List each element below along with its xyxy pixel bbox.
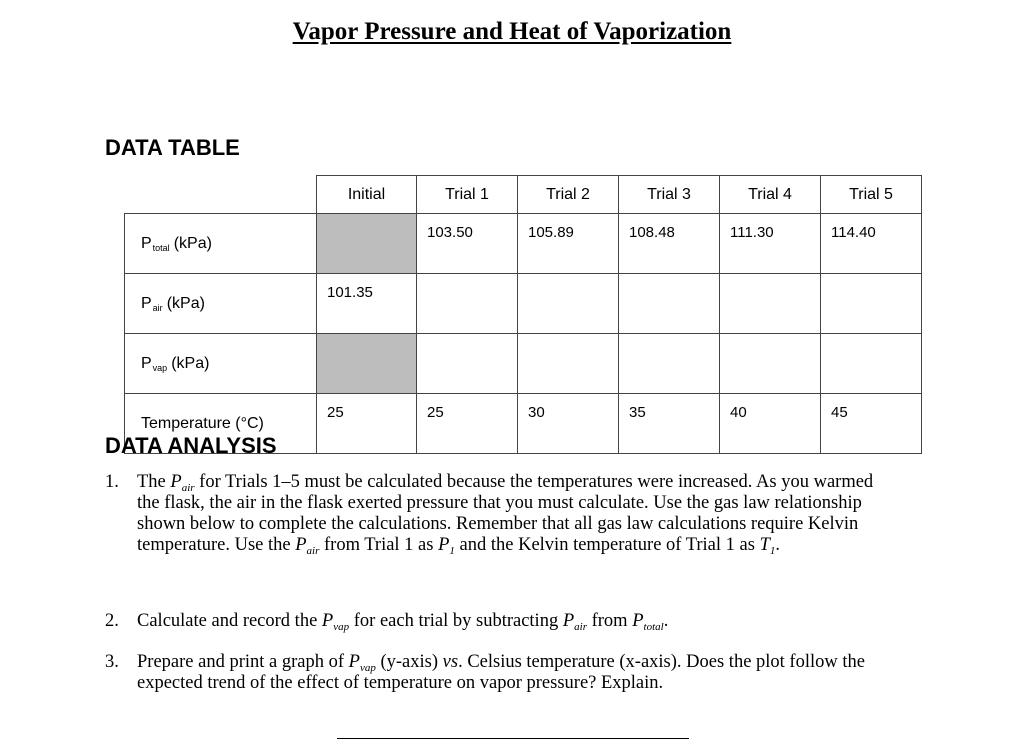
cell-p-total-trial-4: 111.30 bbox=[720, 214, 821, 274]
table-row-p-vap bbox=[125, 334, 922, 394]
data-analysis-heading: DATA ANALYSIS bbox=[105, 433, 277, 458]
row-label-p-air: $P_{air}$ (kPa) bbox=[125, 274, 317, 334]
document-title: Vapor Pressure and Heat of Vaporization bbox=[292, 18, 732, 45]
table-header-row bbox=[125, 176, 922, 214]
row-label-temperature: Temperature (°C) bbox=[125, 394, 317, 454]
question-text: Prepare and print a graph of $P_{vap}$ (y-axis) vs. Celsius temperature (x-axis). Does the plot follow the expected trend of the effect of temperature on vapor pressure? Explain. bbox=[137, 652, 865, 693]
analysis-question-3 bbox=[105, 652, 895, 694]
row-label-p-total: $P_{total}$ (kPa) bbox=[125, 214, 317, 274]
cell-p-total-trial-1: 103.50 bbox=[417, 214, 518, 274]
question-text: Calculate and record the $P_{vap}$ for each trial by subtracting $P_{air}$ from $P_{total}$. bbox=[137, 611, 669, 633]
cell-p-vap-trial-1 bbox=[417, 334, 518, 394]
cell-p-vap-trial-4 bbox=[720, 334, 821, 394]
cell-p-vap-trial-5 bbox=[821, 334, 922, 394]
cell-p-total-trial-2: 105.89 bbox=[518, 214, 619, 274]
column-header-trial-3: Trial 3 bbox=[619, 176, 720, 214]
cell-temperature-trial-1: 25 bbox=[417, 394, 518, 454]
cell-p-vap-initial bbox=[317, 334, 417, 394]
question-text: The $P_{air}$ for Trials 1–5 must be calculated because the temperatures were increased. As you warmed the flask, the air in the flask exerted pressure that you must calculate. Use the gas law relationship shown below to complete the calculations. Remember that all gas law calculations require Kelvin temperature. Use the $P_{air}$ from Trial 1 as $P_1$ and the Kelvin temperature of Trial 1 as $T_1$. bbox=[137, 472, 874, 557]
cell-p-air-trial-1 bbox=[417, 274, 518, 334]
cell-p-air-trial-3 bbox=[619, 274, 720, 334]
column-header-trial-5: Trial 5 bbox=[821, 176, 922, 214]
table-row-p-air bbox=[125, 274, 922, 334]
cell-p-air-trial-2 bbox=[518, 274, 619, 334]
cell-p-total-initial bbox=[317, 214, 417, 274]
column-header-trial-2: Trial 2 bbox=[518, 176, 619, 214]
analysis-question-2 bbox=[105, 611, 895, 632]
cell-p-air-trial-4 bbox=[720, 274, 821, 334]
question-number: 2. bbox=[105, 611, 119, 631]
column-header-trial-1: Trial 1 bbox=[417, 176, 518, 214]
cell-p-air-initial: 101.35 bbox=[317, 274, 417, 334]
row-label-p-vap: $P_{vap}$ (kPa) bbox=[125, 334, 317, 394]
data-table bbox=[124, 175, 922, 454]
question-number: 1. bbox=[105, 472, 119, 492]
analysis-question-1 bbox=[105, 472, 895, 556]
cell-p-total-trial-5: 114.40 bbox=[821, 214, 922, 274]
column-header-trial-4: Trial 4 bbox=[720, 176, 821, 214]
cell-temperature-trial-4: 40 bbox=[720, 394, 821, 454]
analysis-question-list bbox=[105, 472, 895, 694]
question-number: 3. bbox=[105, 652, 119, 672]
cell-temperature-initial: 25 bbox=[317, 394, 417, 454]
cell-p-vap-trial-2 bbox=[518, 334, 619, 394]
data-table-heading: DATA TABLE bbox=[105, 135, 240, 160]
cell-temperature-trial-2: 30 bbox=[518, 394, 619, 454]
column-header-initial: Initial bbox=[317, 176, 417, 214]
cell-temperature-trial-5: 45 bbox=[821, 394, 922, 454]
table-corner bbox=[125, 176, 317, 214]
answer-line bbox=[337, 738, 689, 739]
cell-temperature-trial-3: 35 bbox=[619, 394, 720, 454]
cell-p-vap-trial-3 bbox=[619, 334, 720, 394]
cell-p-total-trial-3: 108.48 bbox=[619, 214, 720, 274]
cell-p-air-trial-5 bbox=[821, 274, 922, 334]
table-row-p-total bbox=[125, 214, 922, 274]
